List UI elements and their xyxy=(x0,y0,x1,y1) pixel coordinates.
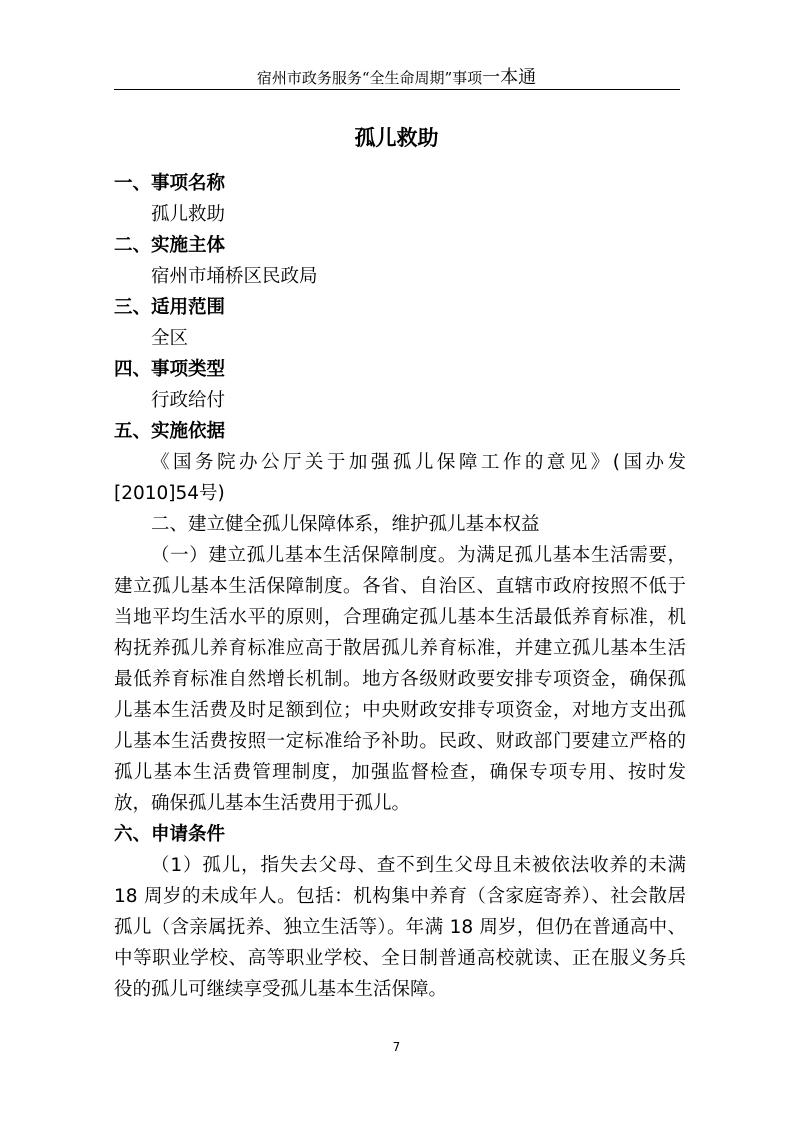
section-body-item-type: 行政给付 xyxy=(151,390,226,411)
header-rule xyxy=(114,89,680,90)
running-header xyxy=(0,63,793,89)
running-header-text: 宿州市政务服务“全生命周期”事项 xyxy=(256,69,483,87)
conditions-clause-1: （1）孤儿，指失去父母、查不到生父母且未被依法收养的未满 18 周岁的未成年人。包括：机构集中养育（含家庭寄养）、社会散居孤儿（含亲属抚养、独立生活等）。年满 18 周岁，但仍在普通高中、中等职业学校、高等职业学校、全日制普通高校就读、正在服义务兵役的孤儿可继续享受孤儿基本生活保障。 xyxy=(114,855,686,1000)
document-title: 孤儿救助 xyxy=(354,126,439,150)
legal-basis-chapter: 二、建立健全孤儿保障体系，维护孤儿基本权益 xyxy=(151,514,540,535)
section-body-implementing-body: 宿州市埇桥区民政局 xyxy=(151,266,318,287)
page-number: 7 xyxy=(392,1040,401,1054)
section-heading-item-type: 四、事项类型 xyxy=(114,359,226,380)
section-body-scope: 全区 xyxy=(151,328,189,349)
section-heading-scope: 三、适用范围 xyxy=(114,297,226,318)
legal-basis-document: 《国务院办公厅关于加强孤儿保障工作的意见》(国办发[2010]54号) xyxy=(114,452,686,504)
section-heading-legal-basis: 五、实施依据 xyxy=(114,421,226,442)
legal-basis-clause: （一）建立孤儿基本生活保障制度。为满足孤儿基本生活需要，建立孤儿基本生活保障制度。各省、自治区、直辖市政府按照不低于当地平均生活水平的原则，合理确定孤儿基本生活最低养育标准，机构抚养孤儿养育标准应高于散居孤儿养育标准，并建立孤儿基本生活最低养育标准自然增长机制。地方各级财政要安排专项资金，确保孤儿基本生活费及时足额到位；中央财政安排专项资金，对地方支出孤儿基本生活费按照一定标准给予补助。民政、财政部门要建立严格的孤儿基本生活费管理制度，加强监督检查，确保专项专用、按时发放，确保孤儿基本生活费用于孤儿。 xyxy=(114,545,686,814)
running-header-suffix: 一本通 xyxy=(482,67,537,88)
section-body-item-name: 孤儿救助 xyxy=(151,204,226,225)
document-body xyxy=(114,168,686,1005)
section-heading-implementing-body: 二、实施主体 xyxy=(114,235,226,256)
section-heading-conditions: 六、申请条件 xyxy=(114,824,226,845)
section-heading-item-name: 一、事项名称 xyxy=(114,173,226,194)
